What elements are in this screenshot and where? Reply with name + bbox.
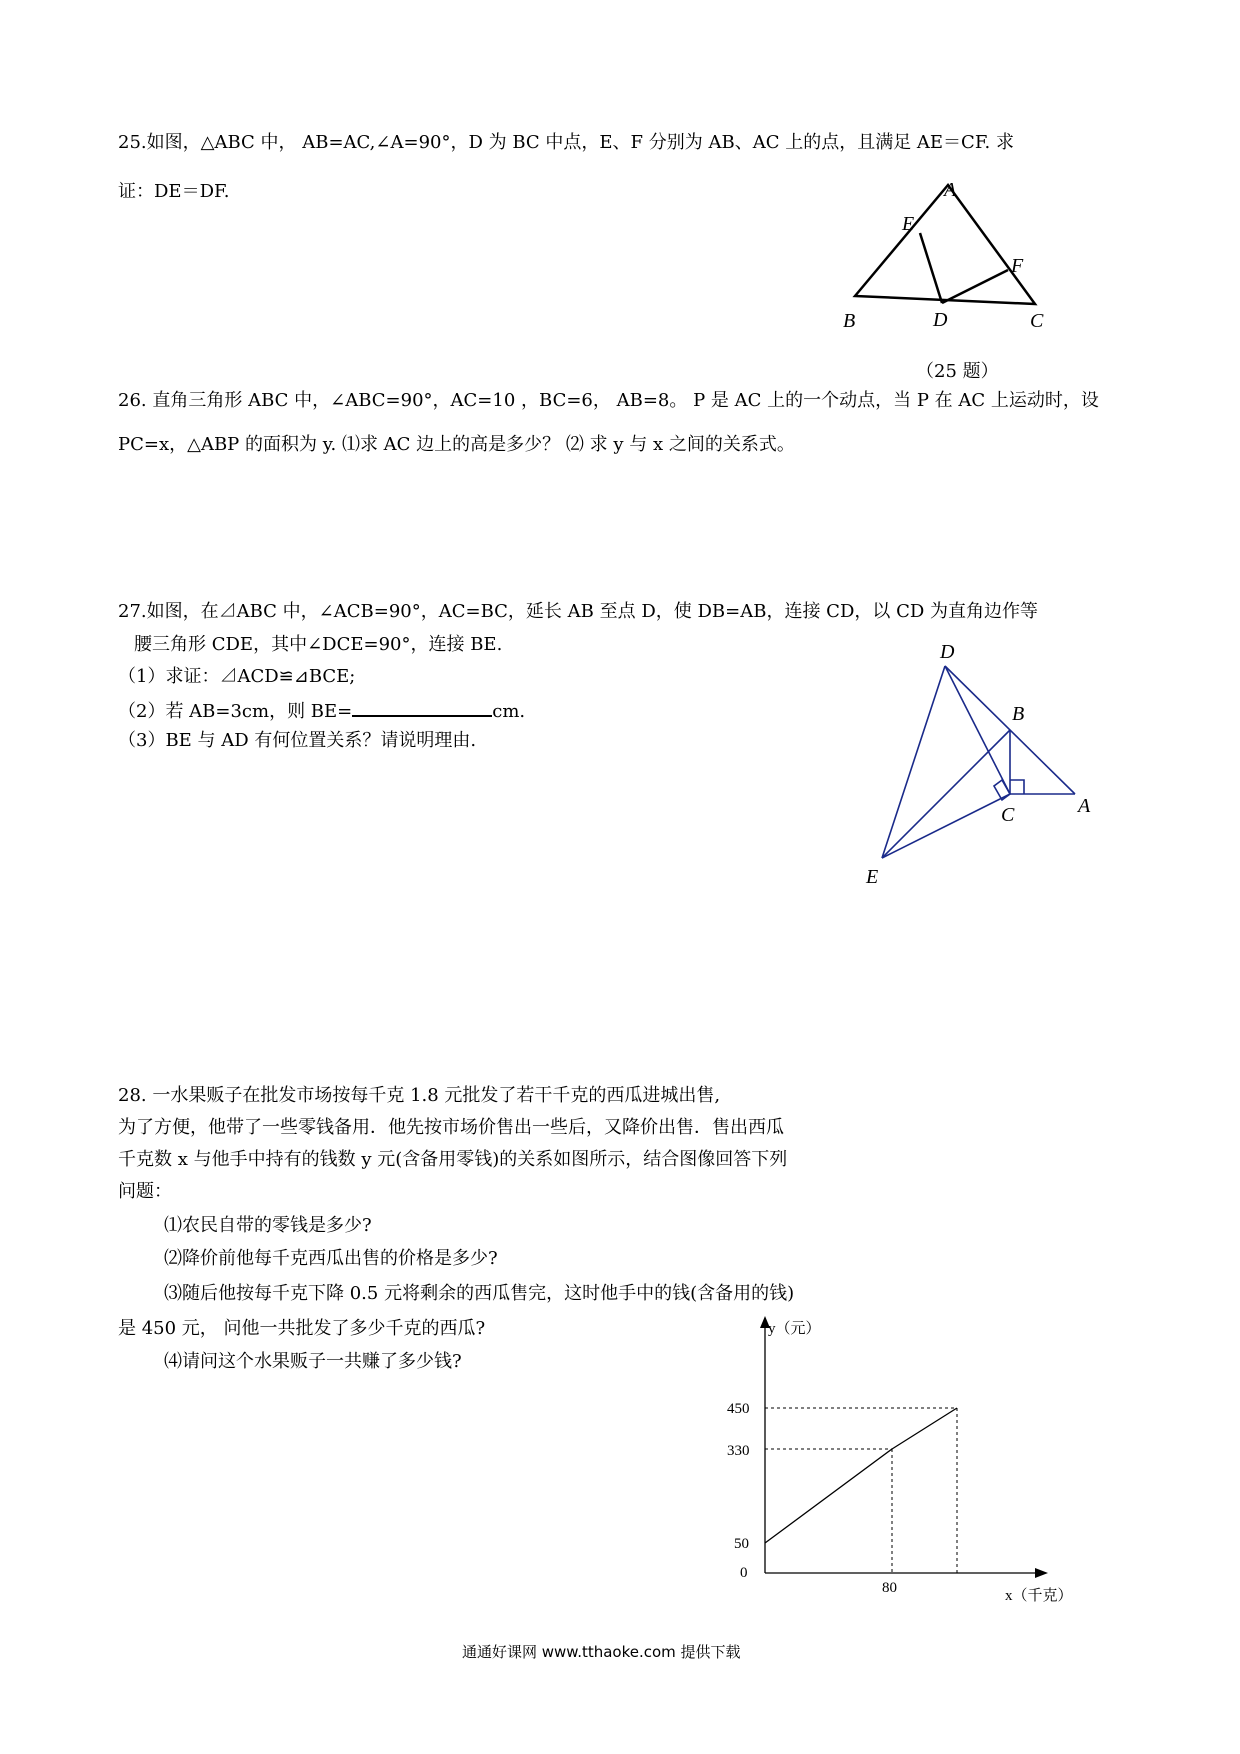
q27-sub1: （1）求证：⊿ACD≌⊿BCE; [118, 666, 356, 687]
q25-label-C: C [1030, 310, 1044, 332]
q27-label-D: D [940, 641, 955, 663]
q25-label-B: B [843, 310, 856, 332]
y-tick-330: 330 [727, 1443, 750, 1459]
q28-line2: 为了方便，他带了一些零钱备用．他先按市场价售出一些后，又降价出售．售出西瓜 [118, 1117, 784, 1138]
q25-line2: 证：DE＝DF. [118, 181, 230, 202]
q25-label-D: D [933, 309, 948, 331]
y-axis-label: y（元） [768, 1321, 821, 1337]
q25-caption: （25 题） [916, 361, 999, 382]
q26-line1: 26. 直角三角形 ABC 中，∠ABC=90°，AC=10 ，BC=6， AB=8。 P 是 AC 上的一个动点，当 P 在 AC 上运动时，设 [118, 390, 1099, 411]
q25-label-E: E [902, 213, 915, 235]
x-tick-80: 80 [882, 1580, 897, 1596]
q27-label-B: B [1012, 703, 1025, 725]
q27-label-E: E [866, 866, 879, 888]
q27-sub2-prefix: （2）若 AB=3cm，则 BE= [118, 701, 353, 722]
q28-line4: 问题： [118, 1181, 172, 1202]
q27-line2: 腰三角形 CDE，其中∠DCE=90°，连接 BE. [134, 634, 503, 655]
footer: 通通好课网 www.tthaoke.com 提供下载 [462, 1643, 741, 1661]
q28-sub2: ⑵降价前他每千克西瓜出售的价格是多少? [164, 1248, 498, 1269]
x-axis-arrow [1035, 1568, 1048, 1578]
q27-label-A: A [1078, 795, 1091, 817]
q27-label-C: C [1001, 804, 1015, 826]
q28-sub3: ⑶随后他按每千克下降 0.5 元将剩余的西瓜售完，这时他手中的钱(含备用的钱) [164, 1283, 795, 1304]
q25-line1: 25.如图，△ABC 中， AB=AC,∠A=90°，D 为 BC 中点，E、F 分别为 AB、AC 上的点，且满足 AE＝CF. 求 [118, 132, 1014, 153]
y-tick-450: 450 [727, 1401, 750, 1417]
q27-sub3: （3）BE 与 AD 有何位置关系？请说明理由. [118, 730, 477, 751]
q28-line3: 千克数 x 与他手中持有的钱数 y 元(含备用零钱)的关系如图所示，结合图像回答下列 [118, 1149, 788, 1170]
q28-sub1: ⑴农民自带的零钱是多少? [164, 1215, 372, 1236]
q26-line2: PC=x，△ABP 的面积为 y. ⑴求 AC 边上的高是多少？ ⑵ 求 y 与 x 之间的关系式。 [118, 434, 795, 455]
y-tick-50: 50 [734, 1536, 749, 1552]
q27-line1: 27.如图，在⊿ABC 中，∠ACB=90°，AC=BC，延长 AB 至点 D，使 DB=AB，连接 CD，以 CD 为直角边作等 [118, 601, 1039, 622]
q25-label-F: F [1011, 255, 1024, 277]
q25-label-A: A [944, 179, 957, 201]
x-axis-label: x（千克） [1005, 1588, 1073, 1604]
q28-line1: 28. 一水果贩子在批发市场按每千克 1.8 元批发了若干千克的西瓜进城出售, [118, 1085, 721, 1106]
origin-label: 0 [740, 1565, 748, 1581]
q28-sub3b: 是 450 元， 问他一共批发了多少千克的西瓜? [118, 1318, 486, 1339]
q28-sub4: ⑷请问这个水果贩子一共赚了多少钱? [164, 1351, 462, 1372]
segment-2 [892, 1408, 957, 1449]
q27-sub2-suffix: cm. [492, 701, 526, 722]
segment-1 [765, 1449, 892, 1543]
